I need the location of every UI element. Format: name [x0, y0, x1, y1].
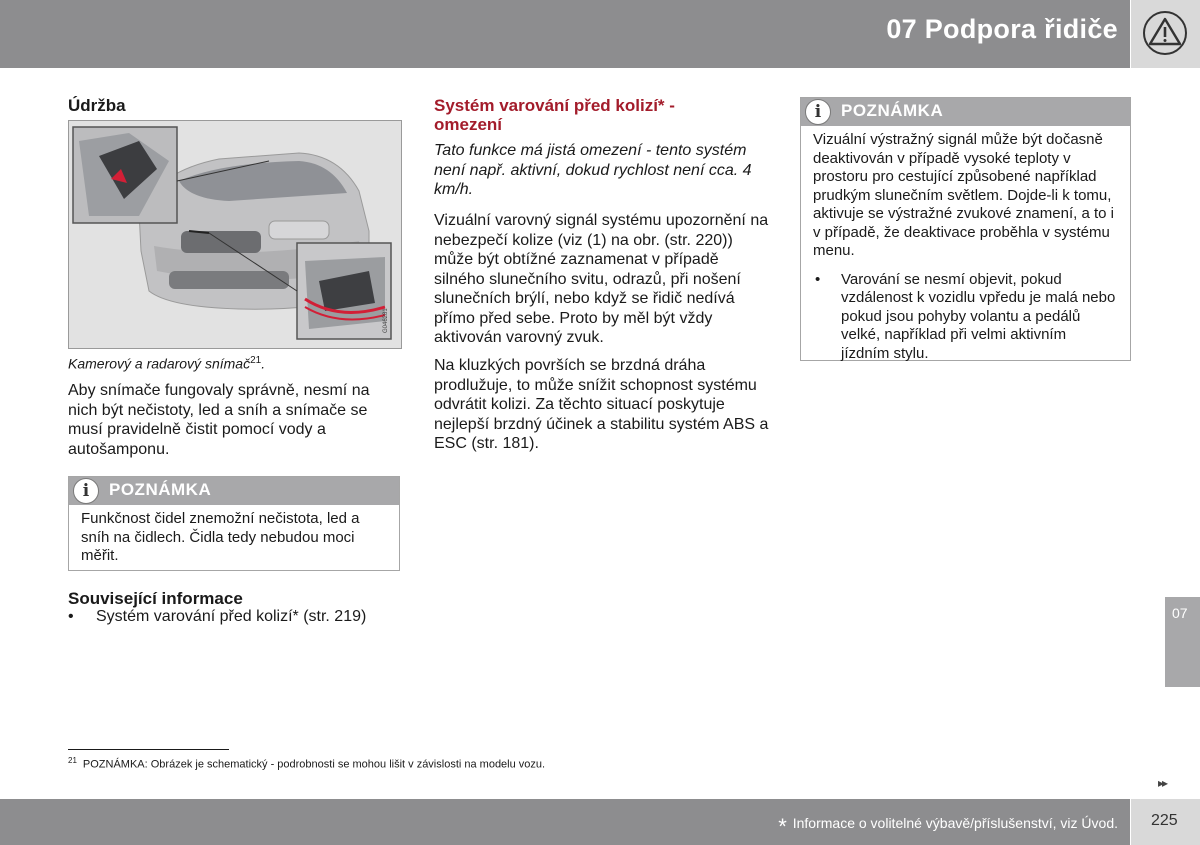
side-tab-label: 07	[1172, 605, 1188, 621]
note-body	[801, 126, 1130, 371]
page-number: 225	[1151, 812, 1178, 829]
continue-arrows-icon: ▸▸	[1158, 776, 1167, 790]
note-box-sensors	[68, 476, 400, 571]
related-link[interactable]	[68, 608, 366, 626]
footer-note	[778, 814, 1118, 840]
footnote-text: POZNÁMKA: Obrázek je schematický - podrobnosti se mohou lišit v závislosti na modelu vozu.	[82, 758, 546, 771]
figure-code: G046281	[383, 308, 389, 333]
note-text: Funkčnost čidel znemožní nečistota, led a sníh na čidlech. Čidla tedy nebudou moci měřit.	[81, 510, 360, 564]
caption-text: Kamerový a radarový snímač	[68, 355, 251, 372]
collision-paragraph-2: Na kluzkých površích se brzdná dráha prodlužuje, to může snížit schopnost systému odvrátit kolizi. Za těchto situací poskytuje nejlepší brzdný účinek a stabilitu systém ABS a ESC (str. 181).	[434, 357, 769, 452]
note-box-visual-signal	[800, 97, 1131, 361]
asterisk-icon: *	[778, 814, 787, 839]
info-icon: i	[805, 99, 831, 125]
warning-triangle-icon	[1142, 10, 1188, 56]
collision-paragraph-1: Vizuální varovný signál systému upozornění na nebezpečí kolize (viz (1) na obr. (str. 220)) může být obtížné zaznamenat v případě silného slunečního svitu, odrazů, při nošení slunečních brýlí, nebo když se řidič nedívá přímo před sebe. Proto by měl být vždy aktivován varovný zvuk.	[434, 212, 769, 346]
chapter-title: 07 Podpora řidiče	[886, 14, 1118, 44]
related-link-text[interactable]: Systém varování před kolizí* (str. 219)	[96, 608, 367, 625]
related-info-heading: Související informace	[68, 589, 243, 608]
chapter-side-tab[interactable]	[1165, 597, 1200, 687]
note-title: POZNÁMKA	[841, 101, 944, 120]
caption-end: .	[261, 355, 266, 372]
note-title: POZNÁMKA	[109, 480, 212, 499]
footnote	[68, 756, 545, 771]
note-header	[69, 477, 399, 505]
note-bullet-item	[813, 271, 1118, 364]
note-header	[801, 98, 1130, 126]
sensor-figure	[68, 120, 402, 349]
bullet-icon: •	[815, 270, 821, 288]
section-heading-collision-limits: Systém varování před kolizí* - omezení	[434, 96, 675, 134]
note-text: Vizuální výstražný signál může být dočasně deaktivován v případě vysoké teploty v prostoru pro cestující způsobené například prudkým slunečním světlem. Dojde-li k tomu, aktivuje se výstražné zvukové znamení, a to i v případě, že deaktivace proběhla v systému menu.	[813, 131, 1114, 259]
footer-note-text: Informace o volitelné výbavě/příslušenství, viz Úvod.	[792, 815, 1118, 831]
collision-intro-italic: Tato funkce má jistá omezení - tento systém není např. aktivní, dokud rychlost není cca. 4 km/h.	[434, 142, 752, 198]
info-icon: i	[73, 478, 99, 504]
maintenance-paragraph: Aby snímače fungovaly správně, nesmí na nich být nečistoty, led a sníh a snímače se musí pravidelně čistit pomocí vody a autošamponu.	[68, 382, 370, 458]
header-icon-box	[1131, 0, 1200, 68]
figure-caption	[68, 355, 265, 372]
car-sensor-illustration	[69, 121, 402, 349]
footnote-rule	[68, 749, 229, 750]
note-bullet-text: Varování se nesmí objevit, pokud vzdálenost k vozidlu vpředu je malá nebo pokud jsou pohyby volantu a pedálů velké, například při velmi aktivním jízdním stylu.	[841, 270, 1116, 362]
footnote-number: 21	[68, 756, 77, 765]
caption-footnote-ref: 21	[250, 355, 262, 366]
bullet-icon: •	[68, 608, 74, 625]
section-heading-maintenance: Údržba	[68, 96, 126, 115]
